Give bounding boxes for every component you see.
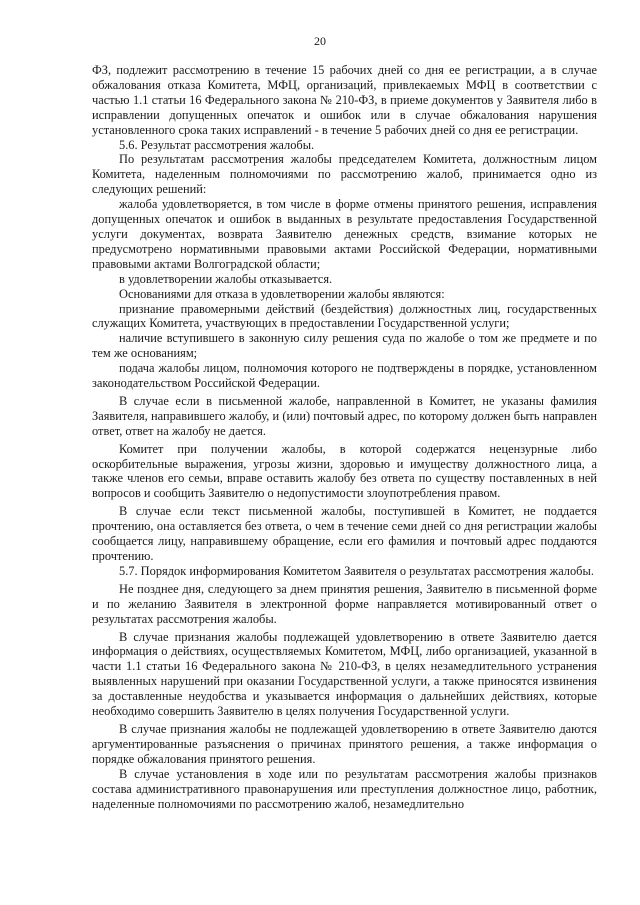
paragraph: В случае признания жалобы подлежащей удовлетворению в ответе Заявителю дается информация о действиях, осуществляемых Комитетом, МФЦ, либо организацией, указанной в части 1.1 статьи 16 Федерального закона № 210-ФЗ, в целях незамедлительного устранения выявленных нарушений при оказании Государственной услуги, а также приносятся извинения за доставленные неудобства и указывается информация о дальнейших действиях, которые необходимо совершить Заявителю в целях получения Государственной услуги. bbox=[92, 629, 597, 719]
page-number: 20 bbox=[314, 34, 326, 48]
document-body bbox=[92, 63, 597, 811]
paragraph: Не позднее дня, следующего за днем принятия решения, Заявителю в письменной форме и по желанию Заявителя в электронной форме направляется мотивированный ответ о результатах рассмотрения жалобы. bbox=[92, 581, 597, 626]
paragraph: 5.7. Порядок информирования Комитетом Заявителя о результатах рассмотрения жалобы. bbox=[119, 563, 594, 578]
paragraph: в удовлетворении жалобы отказывается. bbox=[119, 271, 333, 286]
paragraph: Комитет при получении жалобы, в которой содержатся нецензурные либо оскорбительные выражения, угрозы жизни, здоровью и имуществу должностного лица, а также членов его семьи, вправе оставить жалобу без ответа по существу поставленных в ней вопросов и сообщить Заявителю о недопустимости злоупотребления правом. bbox=[92, 441, 597, 501]
paragraph: В случае если текст письменной жалобы, поступившей в Комитет, не поддается прочтению, она оставляется без ответа, о чем в течение семи дней со дня регистрации жалобы сообщается лицу, направившему обращение, если его фамилия и почтовый адрес поддаются прочтению. bbox=[92, 504, 597, 563]
paragraph: В случае установления в ходе или по результатам рассмотрения жалобы признаков состава административного правонарушения или преступления должностное лицо, работник, наделенные полномочиями по рассмотрению жалоб, незамедлительно bbox=[92, 766, 597, 811]
paragraph: жалоба удовлетворяется, в том числе в форме отмены принятого решения, исправления допущенных опечаток и ошибок в выданных в результате предоставления Государственной услуги документах, возврата Заявителю денежных средств, взимание которых не предусмотрено нормативными правовыми актами Российской Федерации, нормативными правовыми актами Волгоградской области; bbox=[92, 197, 597, 271]
paragraph: ФЗ, подлежит рассмотрению в течение 15 рабочих дней со дня ее регистрации, а в случае обжалования отказа Комитета, МФЦ, организаций, привлекаемых МФЦ в соответствии с частью 1.1 статьи 16 Федерального закона № 210-ФЗ, в приеме документов у Заявителя либо в исправлении допущенных опечаток и ошибок или в случае обжалования нарушения установленного срока таких исправлений - в течение 5 рабочих дней со дня ее регистрации. bbox=[92, 63, 597, 137]
paragraph: В случае признания жалобы не подлежащей удовлетворению в ответе Заявителю даются аргументированные разъяснения о причинах принятого решения, а также информация о порядке обжалования принятого решения. bbox=[92, 721, 597, 766]
paragraph: признание правомерными действий (бездействия) должностных лиц, государственных служащих Комитета, участвующих в предоставлении Государственной услуги; bbox=[92, 301, 597, 331]
paragraph: Основаниями для отказа в удовлетворении жалобы являются: bbox=[119, 286, 445, 301]
paragraph: подача жалобы лицом, полномочия которого не подтверждены в порядке, установленном законодательством Российской Федерации. bbox=[92, 361, 597, 391]
paragraph: 5.6. Результат рассмотрения жалобы. bbox=[119, 137, 315, 152]
paragraph: наличие вступившего в законную силу решения суда по жалобе о том же предмете и по тем же основаниям; bbox=[92, 331, 597, 361]
paragraph: В случае если в письменной жалобе, направленной в Комитет, не указаны фамилия Заявителя, направившего жалобу, и (или) почтовый адрес, по которому должен быть направлен ответ, ответ на жалобу не дается. bbox=[92, 393, 597, 438]
paragraph: По результатам рассмотрения жалобы председателем Комитета, должностным лицом Комитета, наделенным полномочиями по рассмотрению жалоб, принимается одно из следующих решений: bbox=[92, 152, 597, 197]
